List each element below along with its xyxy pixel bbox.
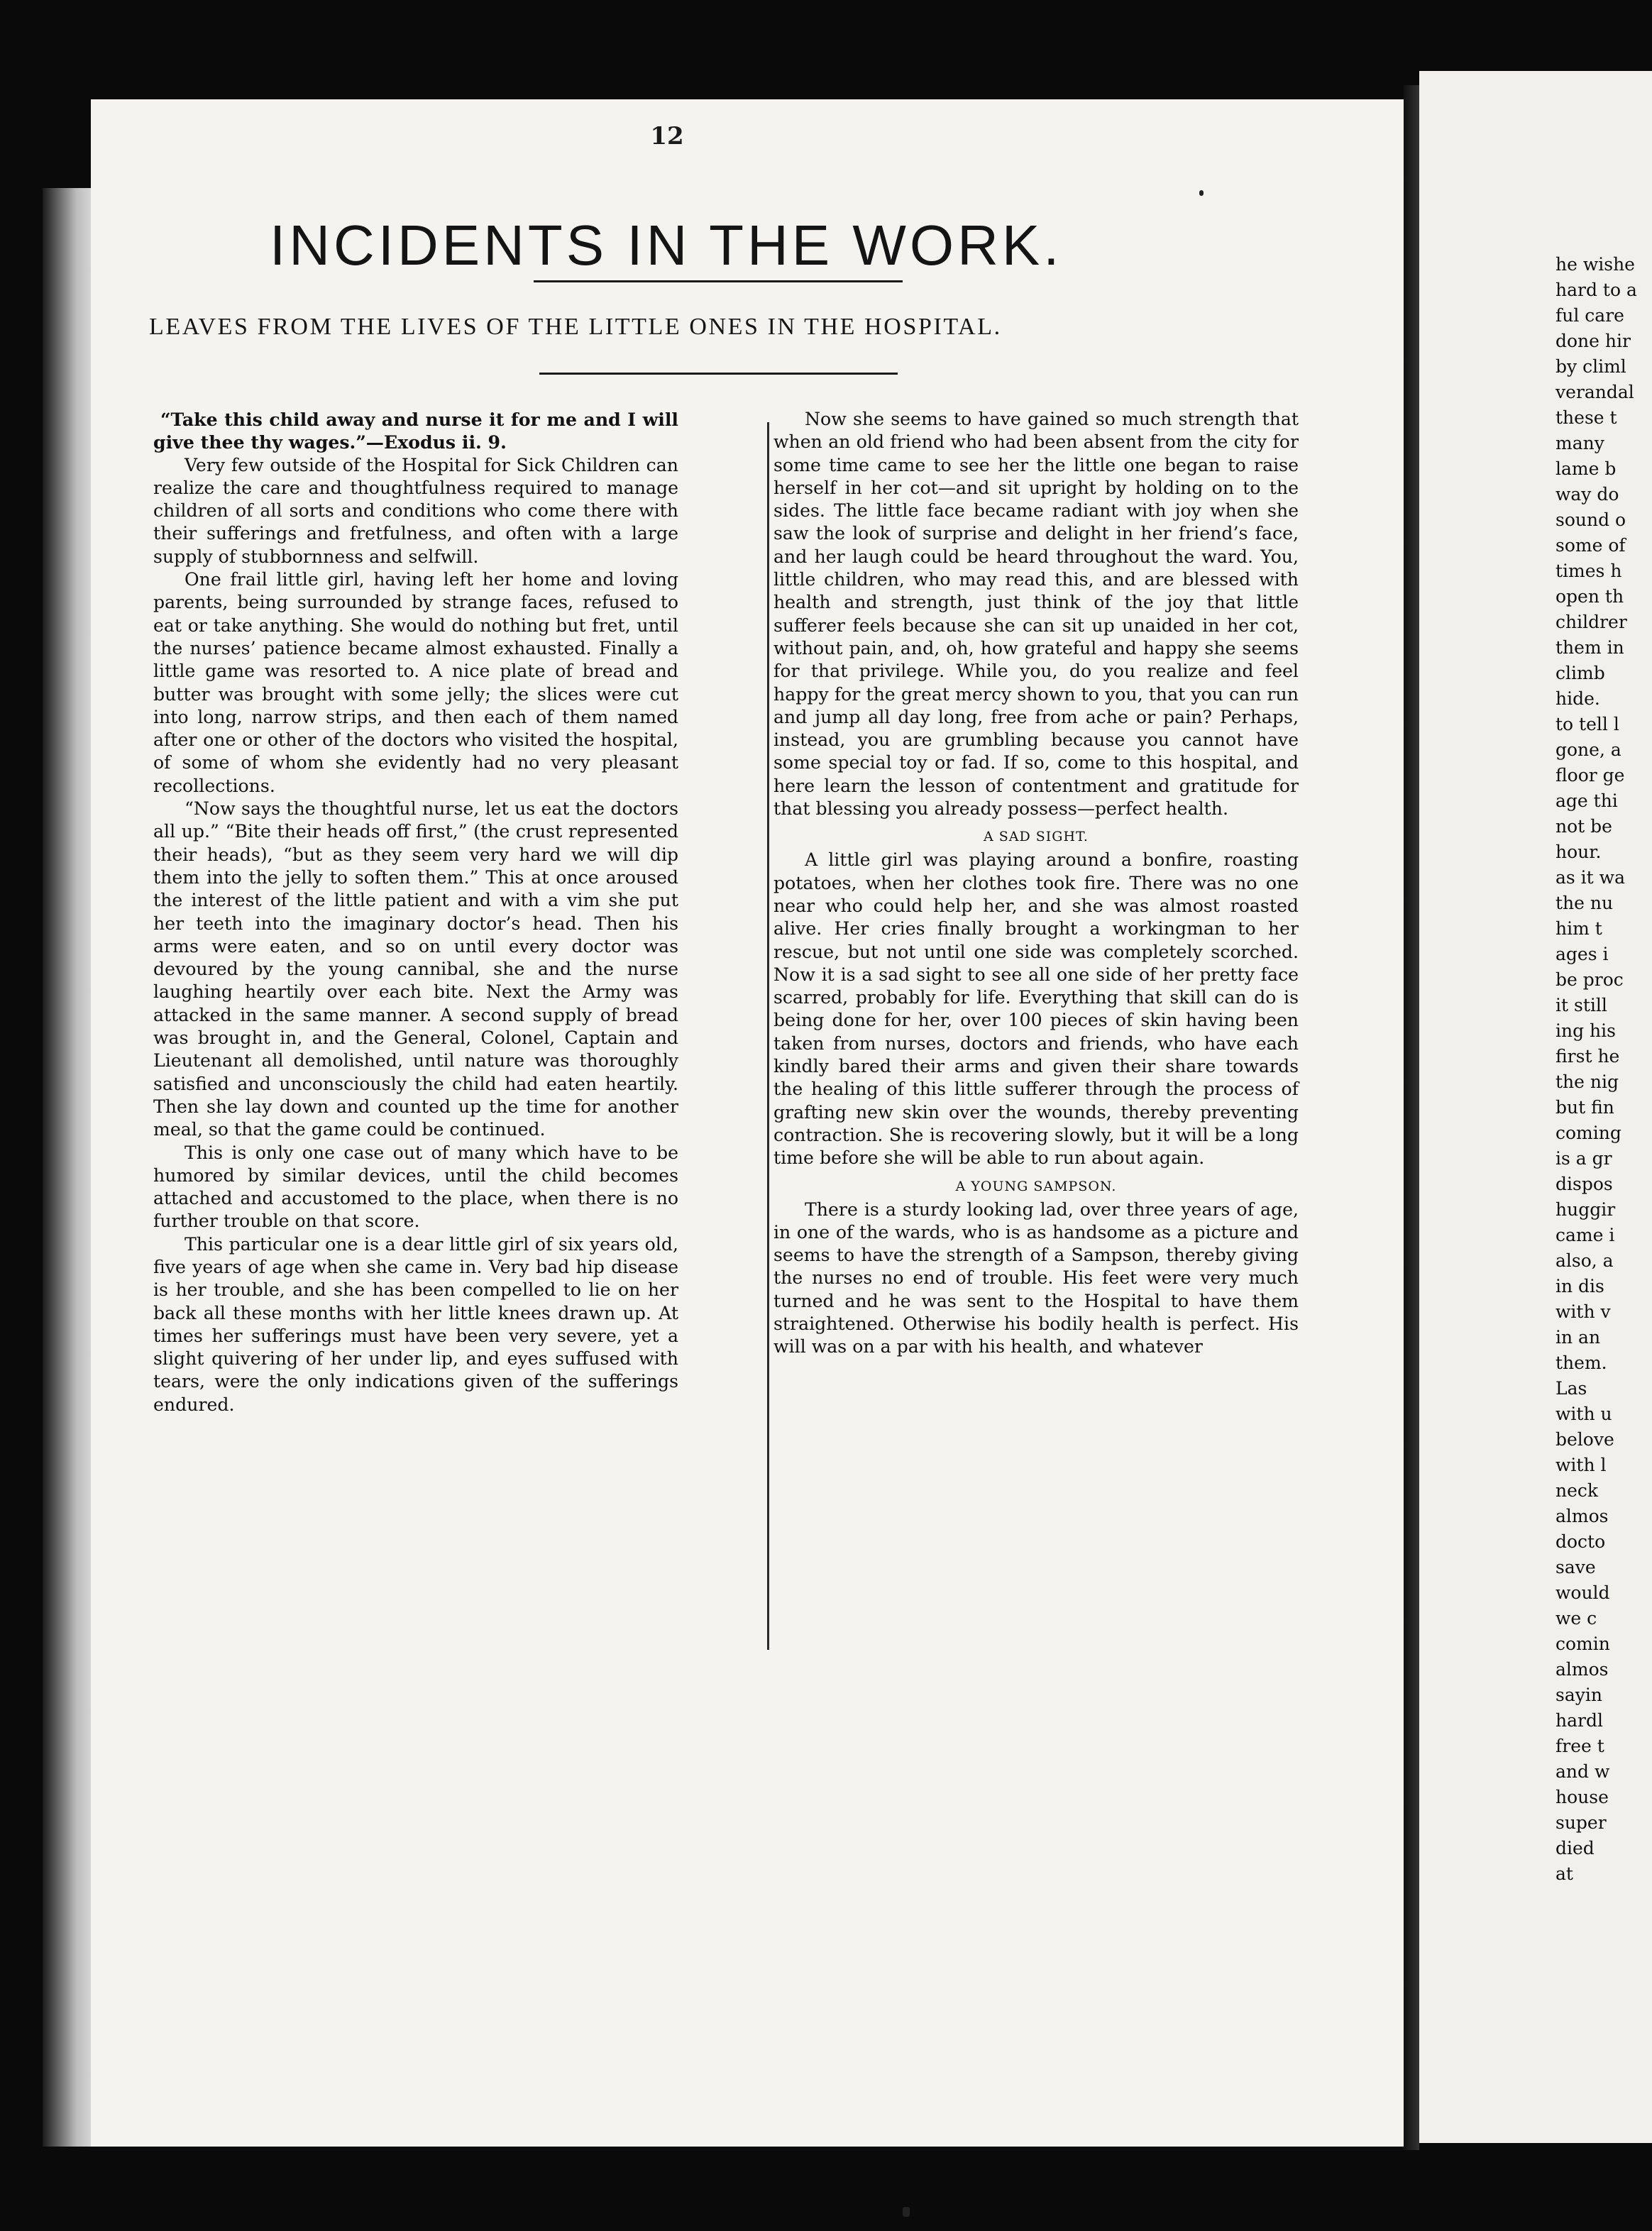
paragraph: This is only one case out of many which have to be humored by similar devices, until the child becomes attached and accustomed to the place, when there is no further trouble on that score. (153, 1142, 678, 1232)
facing-page-line: climb (1555, 663, 1605, 683)
facing-page-line: dispos (1555, 1174, 1613, 1194)
facing-page-line: sound o (1555, 509, 1626, 530)
facing-page-line: would (1555, 1582, 1610, 1603)
book-gutter (1404, 85, 1419, 2150)
right-column (773, 408, 1299, 1359)
facing-page-line: Las (1555, 1378, 1587, 1399)
facing-page-line: the nu (1555, 893, 1614, 913)
paragraph: There is a sturdy looking lad, over three years of age, in one of the wards, who is as handsome as a picture and seems to have the strength of a Sampson, thereby giving the nurses no end of trouble. His feet were very much turned and he was sent to the Hospital to have them straightened. Otherwise his bodily health is perfect. His will was on a par with his health, and whatever (773, 1199, 1299, 1357)
facing-page-line: them. (1555, 1353, 1607, 1373)
facing-page-line: came i (1555, 1225, 1615, 1245)
facing-page-line: hour. (1555, 842, 1602, 862)
facing-page-line: many (1555, 433, 1604, 453)
facing-page-line: in dis (1555, 1276, 1604, 1296)
paragraph: Very few outside of the Hospital for Sick Children can realize the care and thoughtfulness required to manage children of all sorts and conditions who come there with their sufferings and fretfulness, and often with a large supply of stubbornness and selfwill. (153, 454, 678, 567)
facing-page-line: at (1555, 1863, 1573, 1884)
facing-page-line: with u (1555, 1404, 1612, 1424)
section-heading-young-sampson: A YOUNG SAMPSON. (955, 1178, 1117, 1194)
facing-page-line: hide. (1555, 688, 1600, 709)
facing-page-line: and w (1555, 1761, 1610, 1782)
facing-page-line: it still (1555, 995, 1607, 1015)
section-heading-sad-sight: A SAD SIGHT. (984, 829, 1089, 845)
facing-page-line: gone, a (1555, 739, 1621, 760)
facing-page-line: but fin (1555, 1097, 1614, 1118)
facing-page-text (1555, 252, 1652, 1887)
title-rule-top (534, 280, 903, 282)
facing-page-line: save (1555, 1557, 1596, 1577)
facing-page-line: with v (1555, 1301, 1611, 1322)
facing-page-line: house (1555, 1787, 1609, 1807)
facing-page-line: not be (1555, 816, 1612, 837)
facing-page-line: him t (1555, 918, 1602, 939)
facing-page-line: first he (1555, 1046, 1620, 1067)
facing-page-line: in an (1555, 1327, 1601, 1348)
facing-page-line: ful care (1555, 305, 1624, 326)
facing-page-line: done hir (1555, 331, 1631, 351)
facing-page-line: with l (1555, 1455, 1607, 1475)
facing-page-line: to tell l (1555, 714, 1619, 734)
page-subtitle: LEAVES FROM THE LIVES OF THE LITTLE ONES IN THE HOSPITAL. (149, 314, 1002, 340)
facing-page-line: also, a (1555, 1250, 1614, 1271)
facing-page-line: age thi (1555, 791, 1618, 811)
facing-page-line: he wishe (1555, 254, 1635, 275)
facing-page-line: childrer (1555, 612, 1627, 632)
column-divider (767, 422, 769, 1650)
paragraph: Now she seems to have gained so much strength that when an old friend who had been absent from the city for some time came to see her the little one began to raise herself in her cot—and sit upright by holding on to the sides. The little face became radiant with joy when she saw the look of surprise and delight in her friend’s face, and her laugh could be heard throughout the ward. You, little children, who may read this, and are blessed with health and strength, just think of the joy that little sufferer feels because she can sit up unaided in her cot, without pain, and, oh, how grateful and happy she seems for that privilege. While you, do you realize and feel happy for the great mercy shown to you, that you can run and jump all day long, free from ache or pain? Perhaps, instead, you are grumbling because you cannot have some special toy or fad. If so, come to this hospital, and here learn the lesson of contentment and gratitude for that blessing you already possess—perfect health. (773, 409, 1299, 820)
facing-page-line: is a gr (1555, 1148, 1612, 1169)
facing-page-line: floor ge (1555, 765, 1625, 786)
facing-page-line: by climl (1555, 356, 1626, 377)
facing-page-line: coming (1555, 1123, 1621, 1143)
facing-page-line: ing his (1555, 1020, 1616, 1041)
page-title: INCIDENTS IN THE WORK. (270, 214, 1063, 277)
epigraph: “Take this child away and nurse it for me and I will give thee thy wages.”—Exodus ii. 9. (153, 409, 678, 453)
facing-page-line: hardl (1555, 1710, 1603, 1731)
facing-page-line: open th (1555, 586, 1624, 607)
facing-page-line: lame b (1555, 458, 1617, 479)
facing-page-line: free t (1555, 1736, 1604, 1756)
paragraph: “Now says the thoughtful nurse, let us eat the doctors all up.” “Bite their heads off first,” (the crust represented their heads), “but as they seem very hard we will dip them into the jelly to soften them.” This at once aroused the interest of the little patient and with a vim she put her teeth into the imaginary doctor’s head. Then his arms were eaten, and so on until every doctor was devoured by the young cannibal, she and the nurse laughing heartily over each bite. Next the Army was attacked in the same manner. A second supply of bread was brought in, and the General, Colonel, Captain and Lieutenant all demolished, until nature was thoroughly satisfied and unconsciously the child had eaten heartily. Then she lay down and counted up the time for another meal, so that the game could be continued. (153, 798, 678, 1140)
facing-page-line: as it wa (1555, 867, 1625, 888)
facing-page-line: these t (1555, 407, 1617, 428)
facing-page-line: ages i (1555, 944, 1609, 964)
facing-page-line: sayin (1555, 1685, 1602, 1705)
facing-page-line: verandal (1555, 382, 1634, 402)
facing-page-line: docto (1555, 1531, 1606, 1552)
facing-page-line: hard to a (1555, 280, 1637, 300)
facing-page-line: almos (1555, 1506, 1609, 1526)
facing-page-line: some of (1555, 535, 1626, 556)
facing-page-line: be proc (1555, 969, 1624, 990)
facing-page-line: them in (1555, 637, 1624, 658)
title-rule-bottom (539, 373, 898, 375)
paragraph: This particular one is a dear little girl of six years old, five years of age when she came in. Very bad hip disease is her trouble, and she has been compelled to lie on her back all these months with her little knees drawn up. At times her sufferings must have been very severe, yet a slight quivering of her under lip, and eyes suffused with tears, were the only indications given of the sufferings endured. (153, 1233, 678, 1415)
paragraph: One frail little girl, having left her home and loving parents, being surrounded by strange faces, refused to eat or take anything. She would do nothing but fret, until the nurses’ patience became almost exhausted. Finally a little game was resorted to. A nice plate of bread and butter was brought with some jelly; the slices were cut into long, narrow strips, and then each of them named after one or other of the doctors who visited the hospital, of some of whom she evidently had no very pleasant recollections. (153, 569, 678, 796)
print-speck (1199, 190, 1204, 196)
facing-page-line: belove (1555, 1429, 1614, 1450)
left-column (153, 408, 678, 1416)
facing-page-line: neck (1555, 1480, 1599, 1501)
facing-page-line: we c (1555, 1608, 1597, 1629)
facing-page-line: huggir (1555, 1199, 1616, 1220)
facing-page-line: super (1555, 1812, 1607, 1833)
page-number: 12 (650, 122, 684, 150)
facing-page-line: the nig (1555, 1072, 1619, 1092)
facing-page-line: comin (1555, 1634, 1610, 1654)
paragraph: A little girl was playing around a bonfire, roasting potatoes, when her clothes took fire. There was no one near who could help her, and she was almost roasted alive. Her cries finally brought a workingman to her rescue, but not until one side was completely scorched. Now it is a sad sight to see all one side of her pretty face scarred, probably for life. Everything that skill can do is being done for her, over 100 pieces of skin having been taken from nurses, doctors and friends, who have each kindly bared their arms and given their share towards the healing of this little sufferer through the process of grafting new skin over the wounds, thereby preventing contraction. She is recovering slowly, but it will be a long time before she will be able to run about again. (773, 849, 1299, 1169)
facing-page-line: died (1555, 1838, 1595, 1858)
facing-page-line: times h (1555, 561, 1622, 581)
facing-page-line: way do (1555, 484, 1619, 505)
print-speck (903, 2207, 910, 2217)
facing-page-line: almos (1555, 1659, 1609, 1680)
